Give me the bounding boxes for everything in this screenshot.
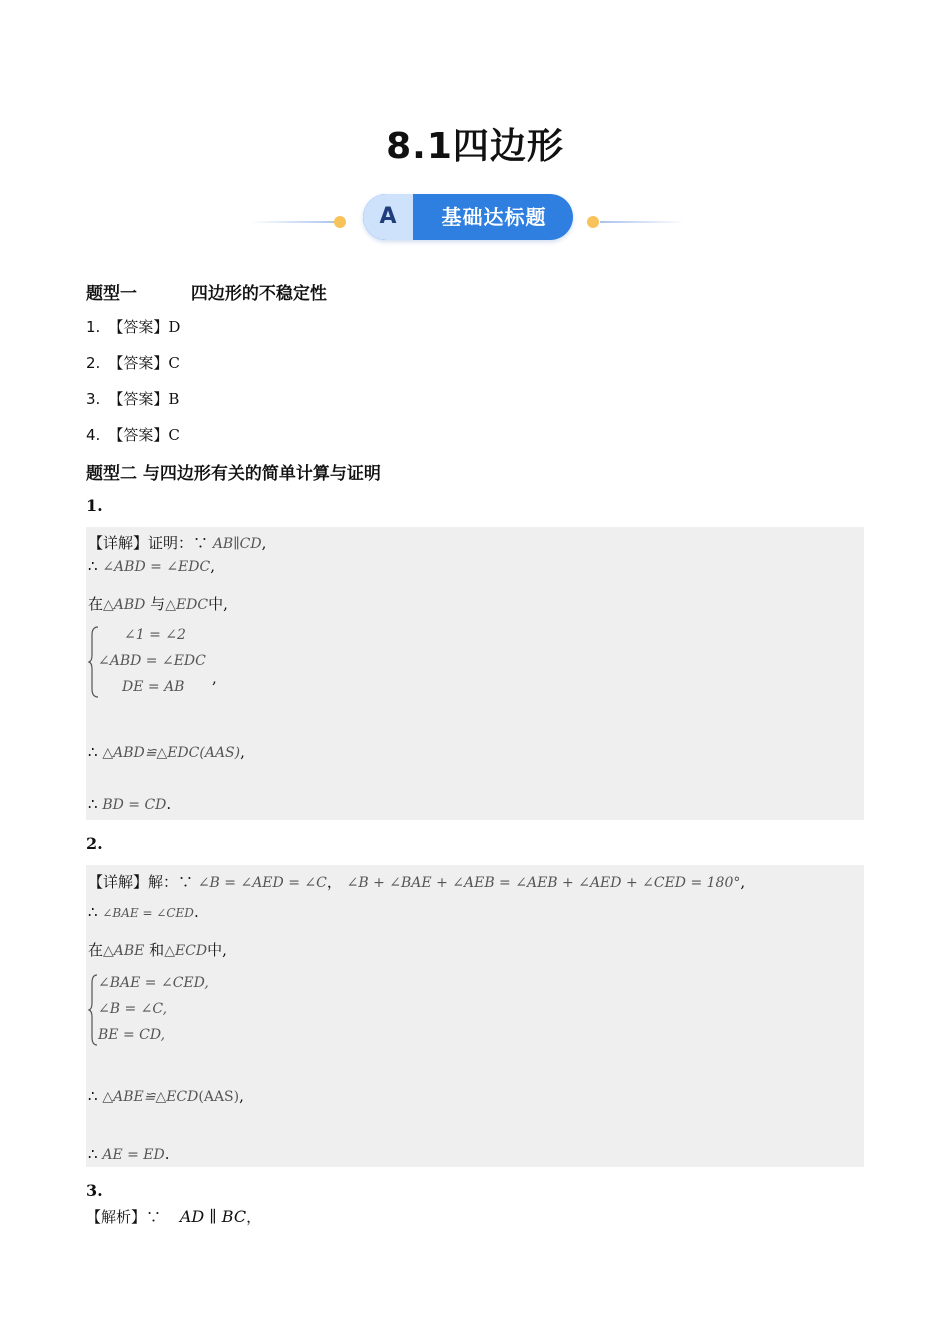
section-heading-1 (86, 279, 327, 304)
system-equation: ∠B = ∠C, (98, 1001, 168, 1017)
solution-line: ∴ AE = ED. (88, 1145, 170, 1163)
banner-line-right (600, 221, 685, 223)
answer-item: 2. 【答案】C (86, 354, 180, 372)
solution-line: 在△ABD 与△EDC中, (88, 595, 228, 613)
banner-label: 基础达标题 (441, 205, 547, 229)
page-title: 8.1四边形 (386, 126, 564, 167)
banner-line-left (250, 221, 338, 223)
solution-line: ∴ △ABE≌△ECD(AAS), (88, 1087, 244, 1105)
solution-line: 在△ABE 和△ECD中, (88, 941, 227, 959)
section-heading-2: 题型二 与四边形有关的简单计算与证明 (86, 464, 381, 484)
banner-dot-left (334, 216, 346, 228)
answer-item: 4. 【答案】C (86, 426, 180, 444)
question-number: 3. (86, 1181, 103, 1200)
banner-badge: A (363, 194, 413, 240)
banner-pill (363, 194, 573, 240)
solution-line: 【详解】证明：∵ AB∥CD, (88, 534, 267, 552)
solution-box-2 (86, 865, 864, 1167)
system-equation: ∠ABD = ∠EDC (98, 653, 206, 669)
question-number: 2. (86, 834, 103, 853)
solution-line: 【详解】解：∵ ∠B = ∠AED = ∠C， ∠B + ∠BAE + ∠AEB = ∠AEB + ∠AED + ∠CED = 180°, (88, 873, 746, 891)
banner-dot-right (587, 216, 599, 228)
answer-item: 3. 【答案】B (86, 390, 180, 408)
solution-line: ∴ △ABD≌△EDC(AAS), (88, 743, 245, 761)
solution-line: ∴ BD = CD. (88, 795, 172, 813)
answer-item: 1. 【答案】D (86, 318, 181, 336)
solution-line: ∴ ∠BAE = ∠CED. (88, 903, 199, 921)
solution-line: ∴ ∠ABD = ∠EDC, (88, 557, 215, 575)
question-number: 1. (86, 496, 103, 515)
system-end: , (212, 669, 217, 687)
system-equation: BE = CD, (98, 1027, 166, 1043)
section-banner (250, 194, 700, 244)
solution-line: 【解析】∵ AD ∥ BC， (86, 1207, 262, 1226)
system-equation: ∠BAE = ∠CED, (98, 975, 209, 991)
section-name: 四边形的不稳定性 (190, 284, 327, 304)
system-equation: DE = AB (122, 679, 185, 695)
solution-box-1 (86, 527, 864, 820)
system-equation: ∠1 = ∠2 (124, 627, 186, 643)
section-label: 题型一 (86, 284, 137, 304)
